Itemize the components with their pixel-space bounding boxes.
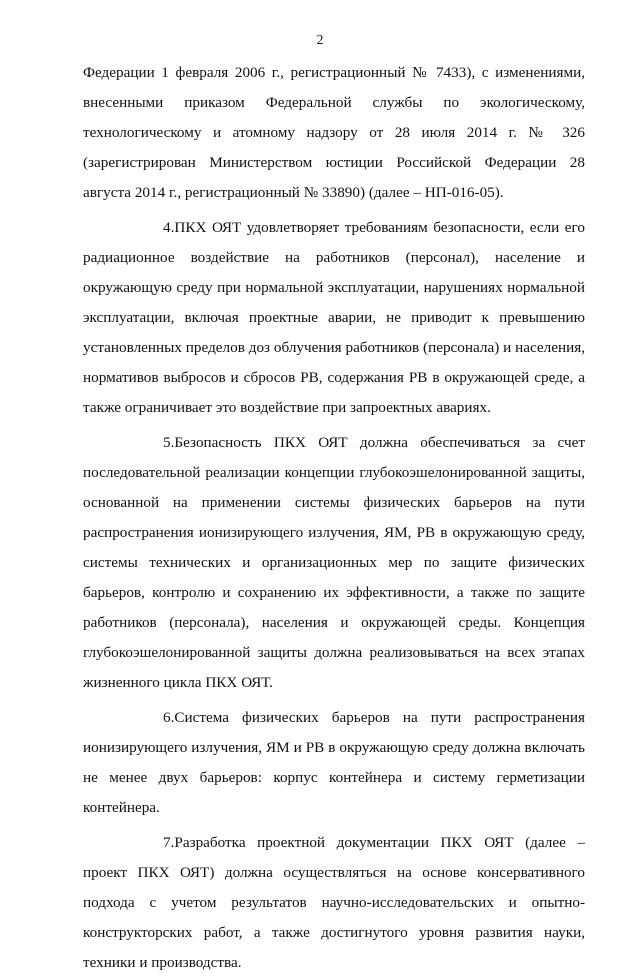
paragraph-text: Разработка проектной документации ПКХ ОЯТ (далее – проект ПКХ ОЯТ) должна осуществляться на основе консервативного подхода с учетом результатов научно-исследовательских и опытно-конструкторских работ, а также достигнутого уровня развития науки, техники и производства.: [83, 834, 585, 971]
paragraph-text: Безопасность ПКХ ОЯТ должна обеспечиваться за счет последовательной реализации концепции глубокоэшелонированной защиты, основанной на применении системы физических барьеров на пути распространения ионизирующего излучения, ЯМ, РВ в окружающую среду, системы технических и организационных мер по защите физических барьеров, контролю и сохранению их эффективности, а также по защите работников (персонала), населения и окружающей среды. Концепция глубокоэшелонированной защиты должна реализовываться на всех этапах жизненного цикла ПКХ ОЯТ.: [83, 434, 585, 691]
paragraph-4: [83, 213, 585, 423]
paragraph-text: Система физических барьеров на пути распространения ионизирующего излучения, ЯМ и РВ в окружающую среду должна включать не менее двух барьеров: корпус контейнера и систему герметизации контейнера.: [83, 709, 585, 816]
page-number: 2: [316, 33, 324, 48]
paragraph-6: [83, 703, 585, 823]
paragraph-text: Федерации 1 февраля 2006 г., регистрационный № 7433), с изменениями, внесенными приказом Федеральной службы по экологическому, технологическому и атомному надзору от 28 июля 2014 г. № 326 (зарегистрирован Министерством юстиции Российской Федерации 28 августа 2014 г., регистрационный № 33890) (далее – НП-016-05).: [83, 64, 585, 201]
paragraph-text: ПКХ ОЯТ удовлетворяет требованиям безопасности, если его радиационное воздействие на работников (персонал), население и окружающую среду при нормальной эксплуатации, нарушениях нормальной эксплуатации, включая проектные аварии, не приводит к превышению установленных пределов доз облучения работников (персонала) и населения, нормативов выбросов и сбросов РВ, содержания РВ в окружающей среде, а также ограничивает это воздействие при запроектных авариях.: [83, 219, 585, 416]
paragraph-continuation: [83, 58, 585, 208]
document-body: [83, 58, 585, 978]
paragraph-number: 4.: [163, 219, 175, 236]
paragraph-7: [83, 828, 585, 978]
paragraph-5: [83, 428, 585, 698]
paragraph-number: 5.: [163, 434, 175, 451]
paragraph-number: 6.: [163, 709, 175, 726]
paragraph-number: 7.: [163, 834, 175, 851]
